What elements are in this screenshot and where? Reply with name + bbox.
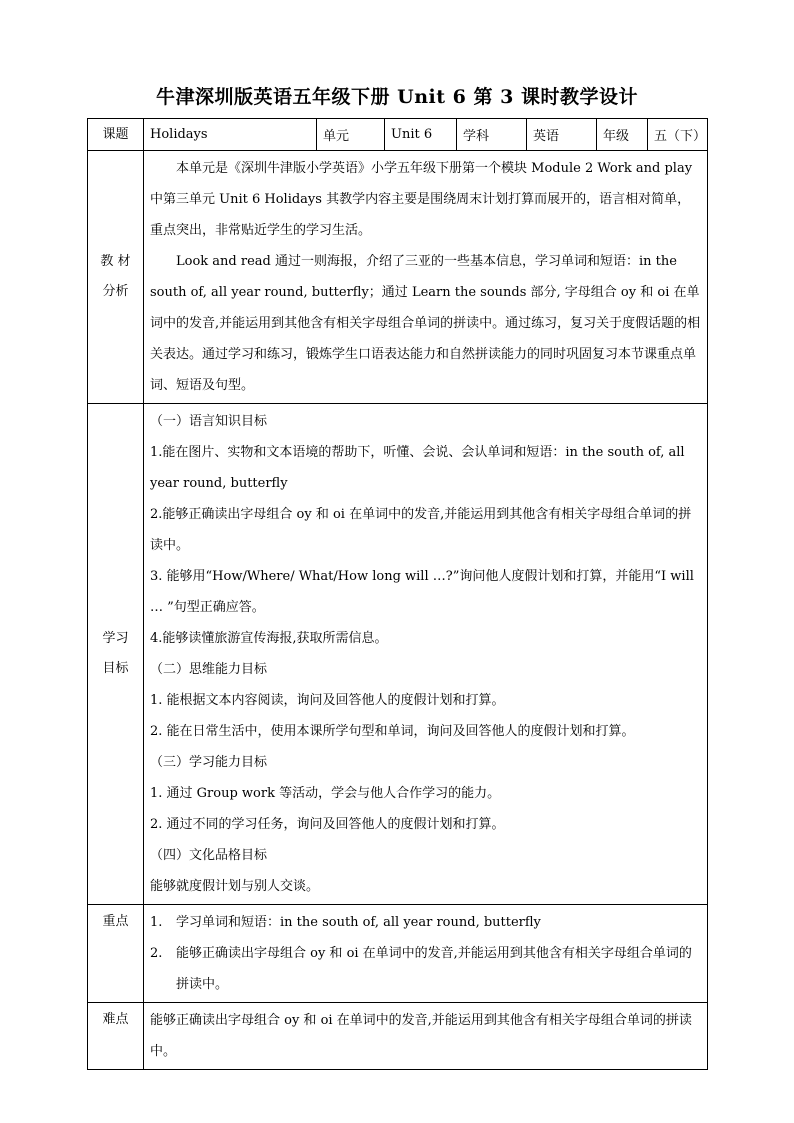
- document-title: 牛津深圳版英语五年级下册 Unit 6 第 3 课时教学设计: [156, 86, 638, 108]
- key-points-row: [88, 905, 708, 1003]
- material-paragraph-1: 本单元是《深圳牛津版小学英语》小学五年级下册第一个模块 Module 2 Work and play 中第三单元 Unit 6 Holidays 其教学内容主要是围绕周末计划打算而展开的，语言相对简单，重点突出，非常贴近学生的学习生活。: [150, 161, 693, 238]
- objectives-label-line1: 学习: [102, 631, 129, 646]
- material-row: [88, 151, 708, 404]
- key-point-number: 1.: [150, 915, 163, 930]
- key-point-text: 学习单词和短语：in the south of, all year round, butterfly: [176, 915, 541, 930]
- objectives-label-line2: 目标: [102, 661, 129, 676]
- material-label: [88, 151, 144, 404]
- key-points-label: 重点: [88, 905, 144, 1003]
- objective-section-heading: （二）思维能力目标: [150, 662, 268, 677]
- unit-value: Unit 6: [385, 119, 457, 151]
- objective-section-heading: （三）学习能力目标: [150, 755, 268, 770]
- objectives-content: [144, 404, 708, 905]
- objective-item: 2.能够正确读出字母组合 oy 和 oi 在单词中的发音,并能运用到其他含有相关字母组合单词的拼读中。: [150, 507, 692, 553]
- grade-label: 年级: [597, 119, 648, 151]
- topic-label: 课题: [88, 119, 144, 151]
- material-label-line1: 教 材: [100, 254, 131, 269]
- difficult-points-text: 能够正确读出字母组合 oy 和 oi 在单词中的发音,并能运用到其他含有相关字母组合单词的拼读中。: [150, 1013, 692, 1059]
- difficult-points-row: [88, 1003, 708, 1070]
- lesson-plan-table: [87, 118, 708, 1070]
- objective-section-heading: （一）语言知识目标: [150, 414, 268, 429]
- material-content: [144, 151, 708, 404]
- objective-item: 1. 通过 Group work 等活动，学会与他人合作学习的能力。: [150, 786, 501, 801]
- objective-item: 3. 能够用“How/Where/ What/How long will …?”询问他人度假计划和打算，并能用“I will … ”句型正确应答。: [150, 569, 694, 615]
- topic-value: Holidays: [144, 119, 317, 151]
- key-points-content: [144, 905, 708, 1003]
- difficult-points-content: [144, 1003, 708, 1070]
- objective-item: 2. 能在日常生活中，使用本课所学句型和单词，询问及回答他人的度假计划和打算。: [150, 724, 635, 739]
- key-point-number: 2.: [150, 946, 163, 961]
- objective-item: 4.能够读懂旅游宣传海报,获取所需信息。: [150, 631, 388, 646]
- material-paragraph-2: Look and read 通过一则海报，介绍了三亚的一些基本信息，学习单词和短语：in the south of, all year round, butterfly；通过 Learn the sounds 部分, 字母组合 oy 和 oi 在单词中的发音,并能运用到其他含有相关字母组合单词的拼读中。通过练习，复习关于度假话题的相关表达。通过学习和练习，锻炼学生口语表达能力和自然拼读能力的同时巩固复习本节课重点单词、短语及句型。: [150, 254, 701, 393]
- objective-item: 2. 通过不同的学习任务，询问及回答他人的度假计划和打算。: [150, 817, 505, 832]
- objective-item: 1. 能根据文本内容阅读，询问及回答他人的度假计划和打算。: [150, 693, 505, 708]
- key-point-text: 能够正确读出字母组合 oy 和 oi 在单词中的发音,并能运用到其他含有相关字母组合单词的拼读中。: [176, 946, 692, 992]
- objective-item: 能够就度假计划与别人交谈。: [150, 879, 320, 894]
- subject-label: 学科: [457, 119, 527, 151]
- objectives-row: [88, 404, 708, 905]
- grade-value: 五（下）: [648, 119, 708, 151]
- objectives-label: [88, 404, 144, 905]
- subject-value: 英语: [527, 119, 597, 151]
- difficult-points-label: 难点: [88, 1003, 144, 1070]
- material-label-line2: 分析: [102, 284, 129, 299]
- key-point-item: [150, 907, 701, 938]
- header-row: [88, 119, 708, 151]
- objective-item: 1.能在图片、实物和文本语境的帮助下，听懂、会说、会认单词和短语：in the south of, all year round, butterfly: [150, 445, 685, 491]
- unit-label: 单元: [317, 119, 385, 151]
- objective-section-heading: （四）文化品格目标: [150, 848, 268, 863]
- key-point-item: [150, 938, 701, 1000]
